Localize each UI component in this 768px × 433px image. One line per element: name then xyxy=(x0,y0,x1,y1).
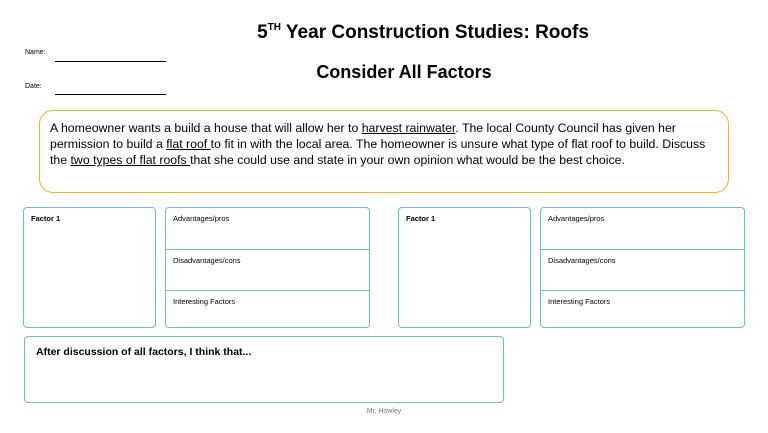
factor-1-disadvantages-label: Disadvantages/cons xyxy=(173,256,241,265)
factor-2-disadvantages-cell[interactable] xyxy=(541,249,744,290)
name-field-line[interactable] xyxy=(55,61,166,62)
factor-1-box[interactable] xyxy=(23,207,156,328)
factor-2-disadvantages-label: Disadvantages/cons xyxy=(548,256,616,265)
title-text: Year Construction Studies: Roofs xyxy=(281,22,589,43)
prompt-underline-flat-roof: flat roof xyxy=(166,137,211,151)
conclusion-label: After discussion of all factors, I think that... xyxy=(36,346,252,358)
factor-2-interesting-cell[interactable] xyxy=(541,290,744,328)
prompt-underline-two-types: two types of flat roofs xyxy=(70,153,191,167)
factor-1-interesting-label: Interesting Factors xyxy=(173,297,236,306)
factor-2-box[interactable] xyxy=(398,207,531,328)
factor-1-interesting-cell[interactable] xyxy=(166,290,369,328)
conclusion-box[interactable] xyxy=(24,336,504,403)
factor-2-interesting-label: Interesting Factors xyxy=(548,297,611,306)
factor-1-disadvantages-cell[interactable] xyxy=(166,249,369,290)
title-superscript: TH xyxy=(267,22,281,33)
factor-2-advantages-label: Advantages/pros xyxy=(548,214,605,223)
factor-2-label: Factor 1 xyxy=(406,214,436,223)
title-number: 5 xyxy=(257,22,268,43)
date-field-line[interactable] xyxy=(55,94,166,95)
name-label: Name: xyxy=(25,49,46,56)
scenario-prompt-box xyxy=(39,110,729,193)
date-label: Date: xyxy=(25,83,42,90)
factor-1-label: Factor 1 xyxy=(31,214,61,223)
factor-2-advantages-cell[interactable] xyxy=(541,208,744,249)
worksheet-title xyxy=(0,22,768,44)
author-footer: Mr. Howley xyxy=(366,408,402,415)
factor-1-details-box xyxy=(165,207,370,328)
prompt-text-1: A homeowner wants a build a house that will allow her to xyxy=(50,121,362,135)
factor-1-advantages-label: Advantages/pros xyxy=(173,214,230,223)
prompt-underline-harvest-rainwater: harvest rainwater xyxy=(361,121,456,135)
prompt-text-2: . The local County Council has given her permission to build a xyxy=(50,121,676,151)
worksheet-subtitle: Consider All Factors xyxy=(316,62,492,82)
factor-2-details-box xyxy=(540,207,745,328)
prompt-text-4: that she could use and state in your own opinion what would be the best choice. xyxy=(190,153,625,167)
factor-1-advantages-cell[interactable] xyxy=(166,208,369,249)
prompt-text-3: to fit in with the local area. The homeowner is unsure what type of flat roof to build. Discuss the xyxy=(50,137,706,167)
